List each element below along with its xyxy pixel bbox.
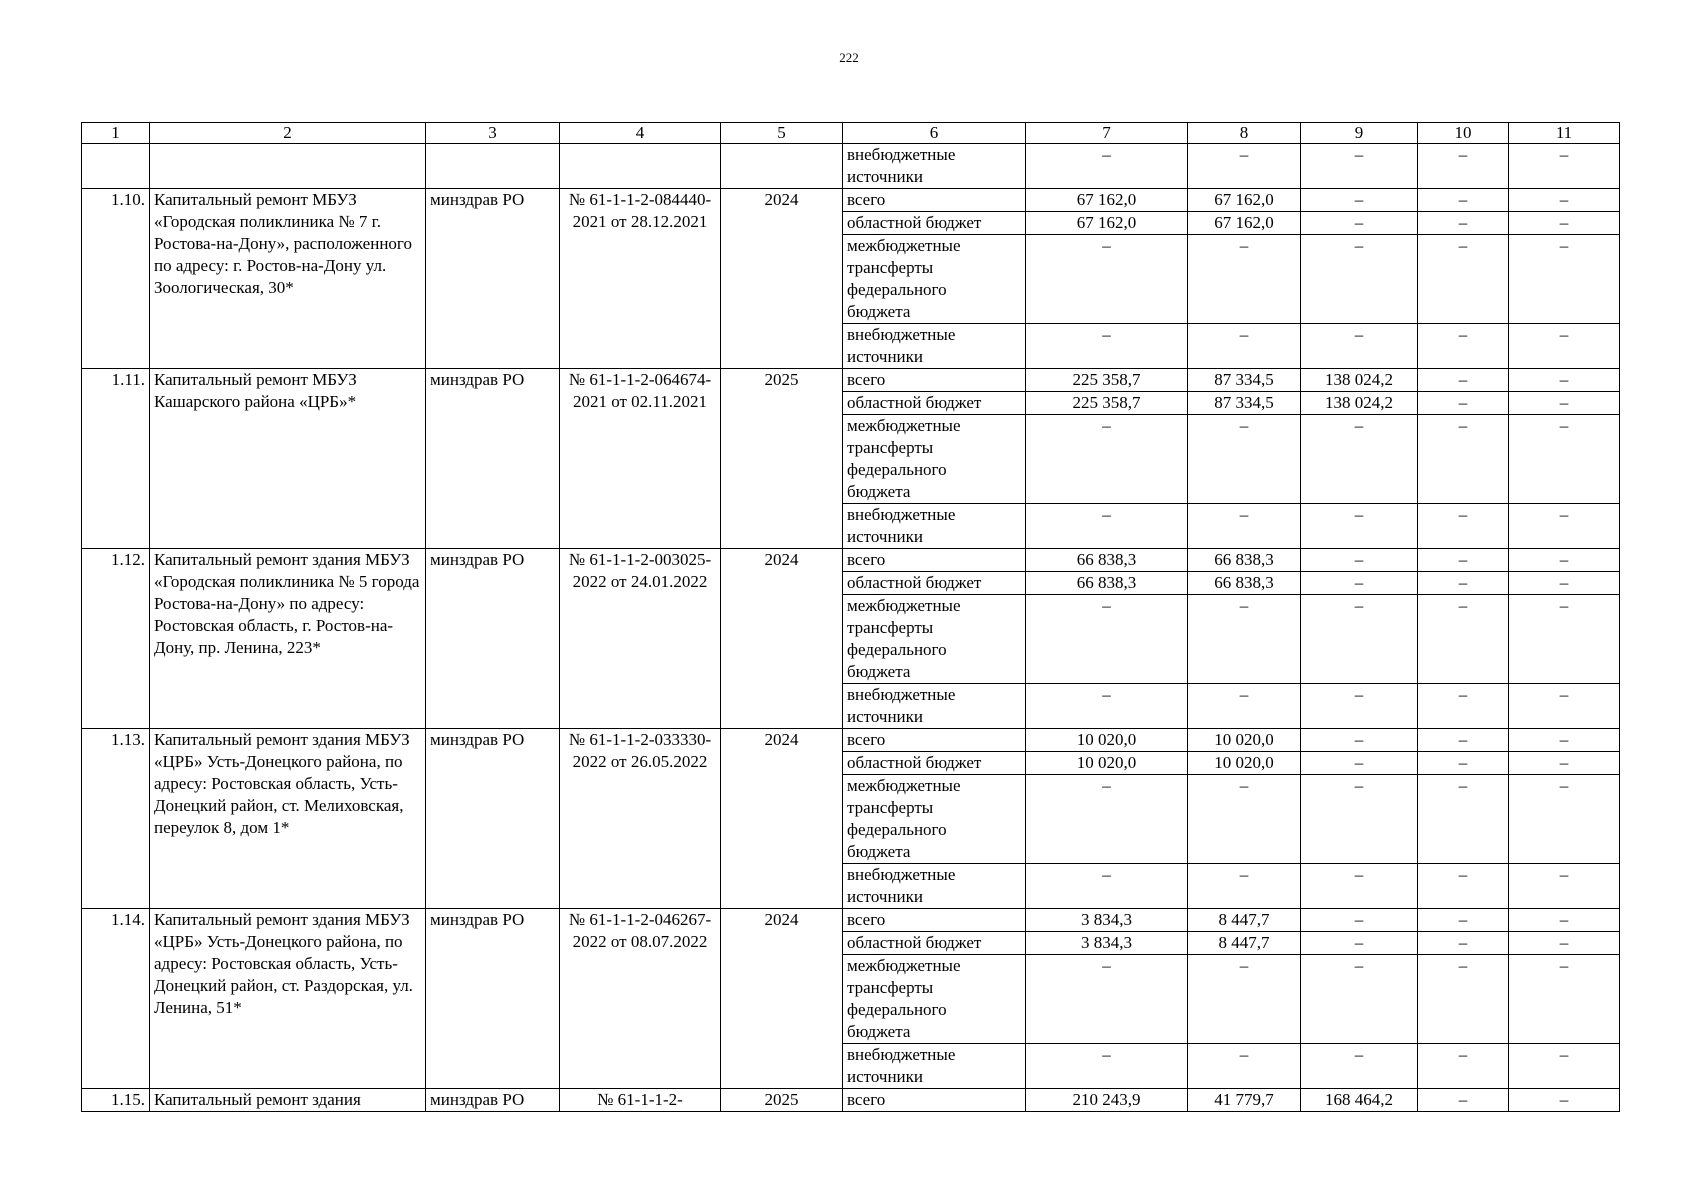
- value-cell: –: [1301, 144, 1418, 189]
- value-cell: 3 834,3: [1026, 909, 1188, 932]
- value-cell: –: [1301, 752, 1418, 775]
- value-cell: –: [1509, 909, 1620, 932]
- value-cell: –: [1418, 235, 1509, 324]
- funding-source-label: областной бюджет: [843, 932, 1026, 955]
- value-cell: –: [1418, 932, 1509, 955]
- value-cell: –: [1509, 369, 1620, 392]
- object-name: Капитальный ремонт здания МБУЗ «ЦРБ» Усть-Донецкого района, по адресу: Ростовская область, Усть-Донецкий район, ст. Раздорская, ул. Ленина, 51*: [150, 909, 426, 1089]
- table-row: [82, 369, 1620, 392]
- value-cell: –: [1509, 392, 1620, 415]
- value-cell: –: [1418, 212, 1509, 235]
- value-cell: –: [1509, 144, 1620, 189]
- value-cell: –: [1418, 955, 1509, 1044]
- value-cell: –: [1026, 955, 1188, 1044]
- value-cell: 67 162,0: [1026, 212, 1188, 235]
- value-cell: –: [1418, 864, 1509, 909]
- column-number-header-row: [82, 123, 1620, 144]
- value-cell: –: [1026, 415, 1188, 504]
- funding-source-label: межбюджетные трансферты федерального бюджета: [843, 235, 1026, 324]
- item-number: 1.12.: [82, 549, 150, 729]
- value-cell: 168 464,2: [1301, 1089, 1418, 1112]
- column-header: 2: [150, 123, 426, 144]
- column-header: 4: [560, 123, 721, 144]
- value-cell: –: [1301, 212, 1418, 235]
- value-cell: –: [1509, 235, 1620, 324]
- table-row: [82, 1089, 1620, 1112]
- value-cell: –: [1509, 1044, 1620, 1089]
- value-cell: –: [1509, 729, 1620, 752]
- funding-source-label: внебюджетные источники: [843, 324, 1026, 369]
- value-cell: –: [1026, 595, 1188, 684]
- value-cell: –: [1418, 324, 1509, 369]
- value-cell: –: [1418, 369, 1509, 392]
- value-cell: 138 024,2: [1301, 369, 1418, 392]
- completion-year: 2024: [721, 909, 843, 1089]
- value-cell: 67 162,0: [1188, 212, 1301, 235]
- value-cell: –: [1188, 955, 1301, 1044]
- value-cell: 10 020,0: [1188, 752, 1301, 775]
- value-cell: –: [1418, 504, 1509, 549]
- table-cell: [150, 144, 426, 189]
- table-cell: [82, 144, 150, 189]
- value-cell: –: [1301, 729, 1418, 752]
- value-cell: –: [1188, 324, 1301, 369]
- completion-year: 2024: [721, 549, 843, 729]
- funding-source-label: межбюджетные трансферты федерального бюджета: [843, 955, 1026, 1044]
- expertise-conclusion: № 61-1-1-2-084440-2021 от 28.12.2021: [560, 189, 721, 369]
- value-cell: –: [1418, 1089, 1509, 1112]
- object-name: Капитальный ремонт МБУЗ Кашарского района «ЦРБ»*: [150, 369, 426, 549]
- value-cell: –: [1509, 684, 1620, 729]
- table-row: [82, 909, 1620, 932]
- value-cell: –: [1418, 572, 1509, 595]
- value-cell: –: [1418, 595, 1509, 684]
- completion-year: 2025: [721, 369, 843, 549]
- expertise-conclusion: № 61-1-1-2-033330-2022 от 26.05.2022: [560, 729, 721, 909]
- value-cell: –: [1026, 775, 1188, 864]
- funding-source-label: областной бюджет: [843, 212, 1026, 235]
- table-row: [82, 729, 1620, 752]
- continuation-row: [82, 144, 1620, 189]
- column-header: 9: [1301, 123, 1418, 144]
- value-cell: –: [1188, 595, 1301, 684]
- value-cell: 10 020,0: [1026, 729, 1188, 752]
- column-header: 11: [1509, 123, 1620, 144]
- value-cell: –: [1301, 595, 1418, 684]
- item-number: 1.13.: [82, 729, 150, 909]
- value-cell: –: [1026, 324, 1188, 369]
- value-cell: –: [1026, 235, 1188, 324]
- value-cell: –: [1418, 415, 1509, 504]
- funding-source-label: межбюджетные трансферты федерального бюджета: [843, 415, 1026, 504]
- value-cell: –: [1509, 212, 1620, 235]
- funding-source-label: внебюджетные источники: [843, 864, 1026, 909]
- value-cell: –: [1509, 189, 1620, 212]
- column-header: 1: [82, 123, 150, 144]
- value-cell: –: [1188, 684, 1301, 729]
- value-cell: –: [1509, 324, 1620, 369]
- column-header: 8: [1188, 123, 1301, 144]
- value-cell: 225 358,7: [1026, 369, 1188, 392]
- value-cell: –: [1301, 572, 1418, 595]
- object-name: Капитальный ремонт здания МБУЗ «ЦРБ» Усть-Донецкого района, по адресу: Ростовская область, Усть-Донецкий район, ст. Мелиховская, переулок 8, дом 1*: [150, 729, 426, 909]
- table-cell: [560, 144, 721, 189]
- value-cell: 8 447,7: [1188, 909, 1301, 932]
- value-cell: –: [1418, 909, 1509, 932]
- value-cell: –: [1301, 684, 1418, 729]
- value-cell: –: [1418, 775, 1509, 864]
- value-cell: –: [1418, 752, 1509, 775]
- funding-source-label: внебюджетные источники: [843, 504, 1026, 549]
- completion-year: 2024: [721, 729, 843, 909]
- value-cell: 8 447,7: [1188, 932, 1301, 955]
- value-cell: –: [1418, 549, 1509, 572]
- item-number: 1.14.: [82, 909, 150, 1089]
- expertise-conclusion: № 61-1-1-2-003025-2022 от 24.01.2022: [560, 549, 721, 729]
- table-row: [82, 189, 1620, 212]
- value-cell: 225 358,7: [1026, 392, 1188, 415]
- value-cell: –: [1301, 775, 1418, 864]
- object-name: Капитальный ремонт МБУЗ «Городская поликлиника № 7 г. Ростова-на-Дону», расположенного по адресу: г. Ростов-на-Дону ул. Зоологическая, 30*: [150, 189, 426, 369]
- value-cell: –: [1418, 684, 1509, 729]
- value-cell: –: [1301, 864, 1418, 909]
- object-name: Капитальный ремонт здания МБУЗ «Городская поликлиника № 5 города Ростова-на-Дону» по адресу: Ростовская область, г. Ростов-на-Дону, пр. Ленина, 223*: [150, 549, 426, 729]
- value-cell: 10 020,0: [1188, 729, 1301, 752]
- item-number: 1.11.: [82, 369, 150, 549]
- column-header: 7: [1026, 123, 1188, 144]
- value-cell: 66 838,3: [1188, 549, 1301, 572]
- value-cell: –: [1301, 932, 1418, 955]
- value-cell: 67 162,0: [1188, 189, 1301, 212]
- value-cell: –: [1509, 864, 1620, 909]
- value-cell: –: [1188, 144, 1301, 189]
- object-name: Капитальный ремонт здания: [150, 1089, 426, 1112]
- value-cell: –: [1026, 684, 1188, 729]
- value-cell: –: [1418, 1044, 1509, 1089]
- value-cell: –: [1301, 549, 1418, 572]
- value-cell: –: [1301, 955, 1418, 1044]
- funding-source-label: всего: [843, 189, 1026, 212]
- responsible-executor: минздрав РО: [426, 549, 560, 729]
- column-header: 10: [1418, 123, 1509, 144]
- funding-source-label: межбюджетные трансферты федерального бюджета: [843, 595, 1026, 684]
- value-cell: –: [1301, 324, 1418, 369]
- value-cell: –: [1188, 775, 1301, 864]
- item-number: 1.10.: [82, 189, 150, 369]
- value-cell: –: [1188, 504, 1301, 549]
- value-cell: –: [1301, 1044, 1418, 1089]
- value-cell: –: [1509, 932, 1620, 955]
- value-cell: –: [1026, 144, 1188, 189]
- value-cell: –: [1418, 729, 1509, 752]
- value-cell: –: [1188, 864, 1301, 909]
- responsible-executor: минздрав РО: [426, 189, 560, 369]
- value-cell: –: [1026, 1044, 1188, 1089]
- value-cell: –: [1509, 572, 1620, 595]
- value-cell: –: [1509, 595, 1620, 684]
- value-cell: 41 779,7: [1188, 1089, 1301, 1112]
- value-cell: –: [1188, 235, 1301, 324]
- column-header: 3: [426, 123, 560, 144]
- expertise-conclusion: № 61-1-1-2-: [560, 1089, 721, 1112]
- table-row: [82, 549, 1620, 572]
- value-cell: 87 334,5: [1188, 392, 1301, 415]
- value-cell: –: [1509, 1089, 1620, 1112]
- responsible-executor: минздрав РО: [426, 369, 560, 549]
- value-cell: –: [1509, 752, 1620, 775]
- responsible-executor: минздрав РО: [426, 909, 560, 1089]
- page-number: 222: [839, 50, 859, 65]
- value-cell: –: [1188, 1044, 1301, 1089]
- funding-source-label: всего: [843, 1089, 1026, 1112]
- value-cell: –: [1418, 392, 1509, 415]
- value-cell: –: [1026, 504, 1188, 549]
- completion-year: 2024: [721, 189, 843, 369]
- value-cell: –: [1301, 415, 1418, 504]
- value-cell: 138 024,2: [1301, 392, 1418, 415]
- funding-source-label: всего: [843, 909, 1026, 932]
- value-cell: 67 162,0: [1026, 189, 1188, 212]
- value-cell: 87 334,5: [1188, 369, 1301, 392]
- funding-source-label: областной бюджет: [843, 572, 1026, 595]
- value-cell: –: [1509, 415, 1620, 504]
- funding-source-label: внебюджетные источники: [843, 144, 1026, 189]
- table-cell: [426, 144, 560, 189]
- value-cell: 210 243,9: [1026, 1089, 1188, 1112]
- column-header: 5: [721, 123, 843, 144]
- funding-source-label: областной бюджет: [843, 392, 1026, 415]
- value-cell: –: [1509, 504, 1620, 549]
- value-cell: –: [1301, 909, 1418, 932]
- funding-source-label: всего: [843, 729, 1026, 752]
- item-number: 1.15.: [82, 1089, 150, 1112]
- value-cell: –: [1418, 189, 1509, 212]
- value-cell: –: [1418, 144, 1509, 189]
- value-cell: –: [1026, 864, 1188, 909]
- table-cell: [721, 144, 843, 189]
- value-cell: –: [1188, 415, 1301, 504]
- column-header: 6: [843, 123, 1026, 144]
- expertise-conclusion: № 61-1-1-2-064674-2021 от 02.11.2021: [560, 369, 721, 549]
- budget-table: [81, 122, 1620, 1112]
- value-cell: –: [1301, 504, 1418, 549]
- value-cell: 66 838,3: [1026, 572, 1188, 595]
- value-cell: 10 020,0: [1026, 752, 1188, 775]
- expertise-conclusion: № 61-1-1-2-046267-2022 от 08.07.2022: [560, 909, 721, 1089]
- value-cell: –: [1301, 235, 1418, 324]
- value-cell: –: [1509, 775, 1620, 864]
- value-cell: 66 838,3: [1188, 572, 1301, 595]
- funding-source-label: внебюджетные источники: [843, 1044, 1026, 1089]
- value-cell: –: [1509, 955, 1620, 1044]
- funding-source-label: всего: [843, 369, 1026, 392]
- funding-source-label: межбюджетные трансферты федерального бюджета: [843, 775, 1026, 864]
- responsible-executor: минздрав РО: [426, 1089, 560, 1112]
- funding-source-label: всего: [843, 549, 1026, 572]
- value-cell: 3 834,3: [1026, 932, 1188, 955]
- value-cell: –: [1301, 189, 1418, 212]
- responsible-executor: минздрав РО: [426, 729, 560, 909]
- value-cell: 66 838,3: [1026, 549, 1188, 572]
- value-cell: –: [1509, 549, 1620, 572]
- completion-year: 2025: [721, 1089, 843, 1112]
- funding-source-label: областной бюджет: [843, 752, 1026, 775]
- funding-source-label: внебюджетные источники: [843, 684, 1026, 729]
